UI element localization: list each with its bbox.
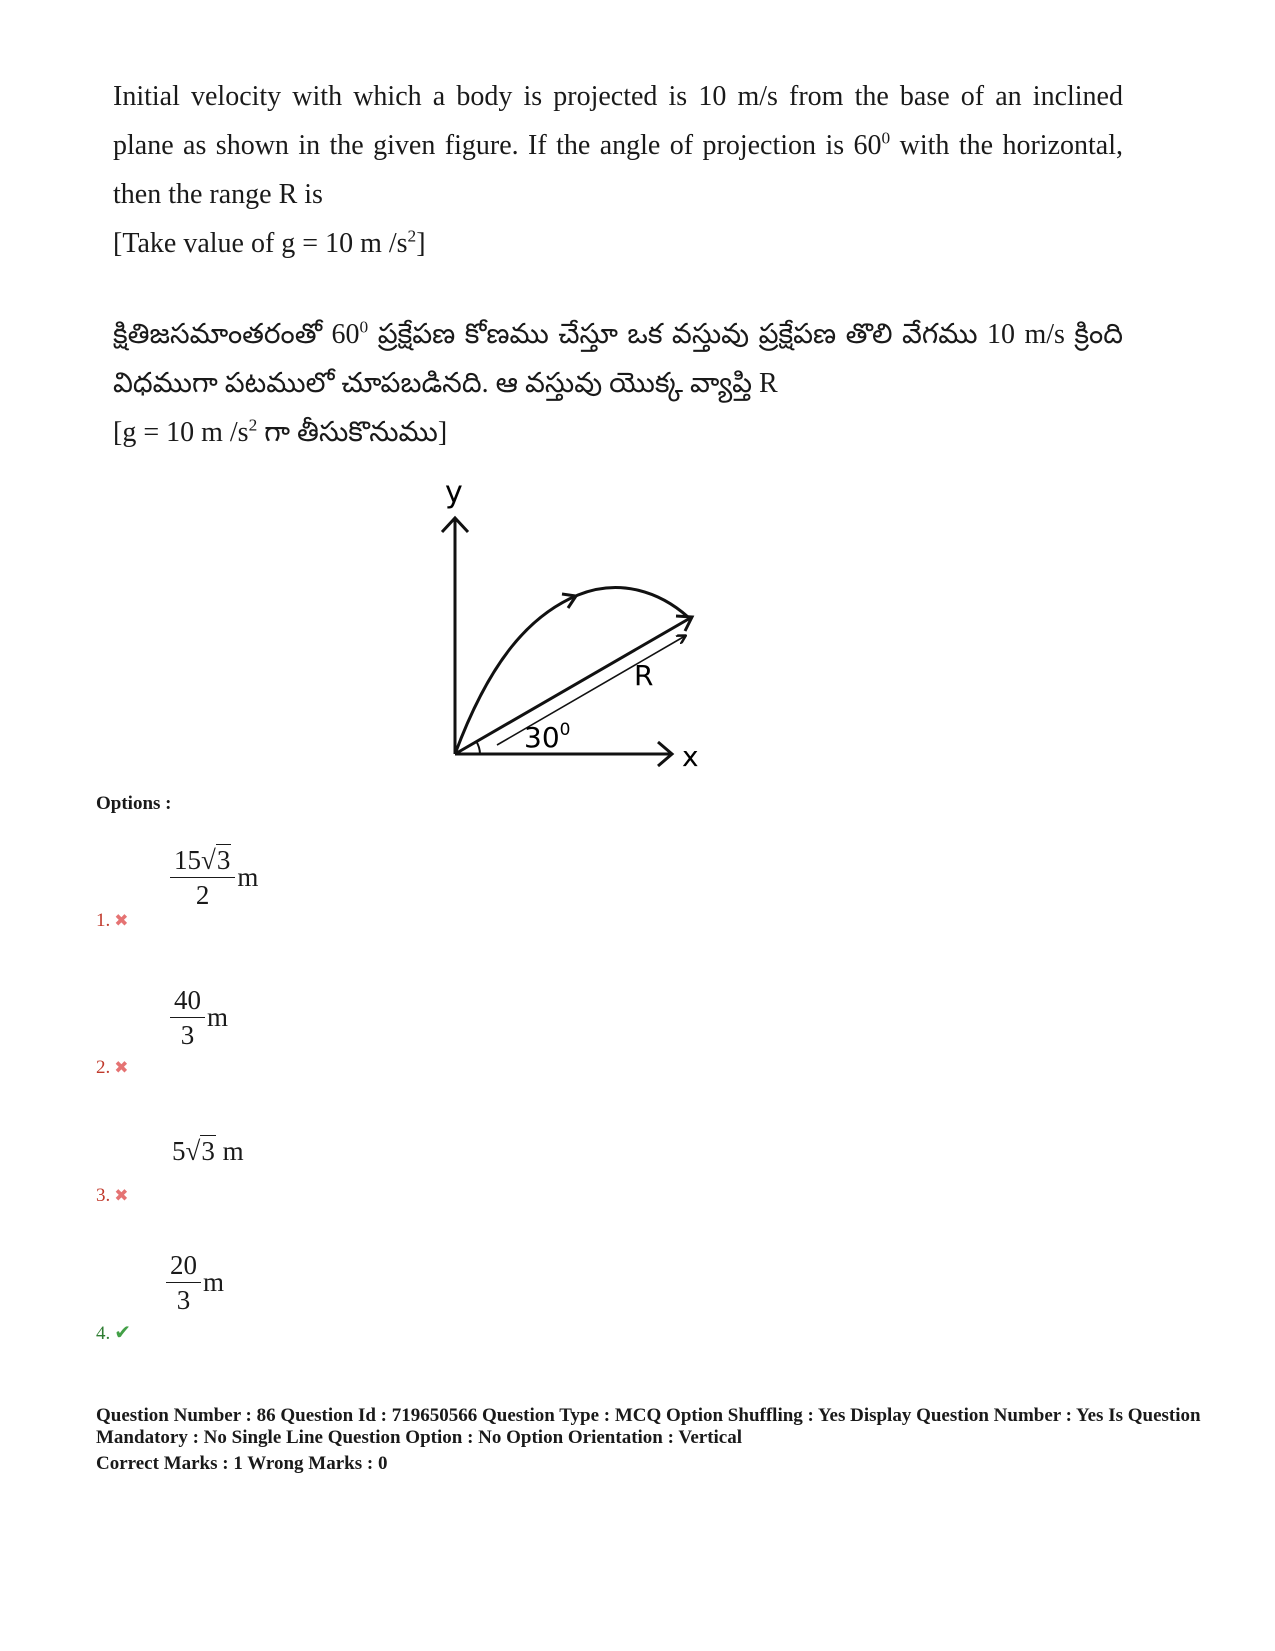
marks-line: Correct Marks : 1 Wrong Marks : 0 [96, 1453, 388, 1474]
question-metadata [96, 1405, 1206, 1475]
range-label: R [634, 659, 654, 692]
angle-label: $30^0$ [524, 720, 571, 754]
option-3-expression: 5√3 m [172, 1136, 244, 1166]
question-note: [Take value of g = 10 m $/s^2$] [113, 226, 426, 259]
cross-icon: ✖ [114, 1058, 129, 1077]
options-label: Options : [96, 793, 172, 814]
angle-arc [476, 741, 480, 754]
option-1-expression: $\frac{15√3}{2}$ m [170, 845, 258, 910]
question-paragraph-telugu: క్షితిజసమాంతరంతో $60^0$ ప్రక్షేపణ కోణము చేస్తూ ఒక వస్తువు ప్రక్షేపణ తొలి వేగము 10 m/s క్రింది విధముగా పటములో చూపబడినది. ఆ వస్తువు యొక్క వ్యాప్తి R [113, 317, 1123, 399]
incline-line [455, 617, 692, 754]
projectile-diagram [420, 470, 730, 780]
cross-icon: ✖ [114, 1186, 129, 1205]
metadata-line: Question Number : 86 Question Id : 719650566 Question Type : MCQ Option Shuffling : Yes Display Question Number : Yes Is Question Mandatory : No Single Line Question Option : No Option Orientation : Vertical [96, 1405, 1201, 1448]
x-axis-label: x [682, 740, 699, 773]
check-icon: ✔ [114, 1322, 132, 1344]
option-2[interactable]: 2. ✖ [96, 1057, 129, 1078]
option-3[interactable]: 3. ✖ [96, 1185, 129, 1206]
question-text-telugu [113, 310, 1123, 457]
option-2-expression: $\frac{40}{3}$ m [170, 985, 228, 1050]
y-axis-label: y [445, 475, 463, 510]
question-paragraph: Initial velocity with which a body is projected is 10 m/s from the base of an inclined plane as shown in the given figure. If the angle of projection is $60^0$ with the horizontal, then the range R is [113, 81, 1123, 210]
option-1[interactable]: 1. ✖ [96, 910, 129, 931]
projectile-figure [420, 470, 730, 785]
cross-icon: ✖ [114, 911, 129, 930]
question-note-telugu: [g = 10 m $/s^2$ గా తీసుకొనుము] [113, 415, 448, 448]
question-text-english [113, 72, 1123, 268]
fraction: $\frac{40}{3}$ [170, 985, 205, 1050]
option-4-expression: $\frac{20}{3}$ m [166, 1250, 224, 1315]
fraction: $\frac{15√3}{2}$ [170, 845, 235, 910]
option-4[interactable]: 4. ✔ [96, 1322, 132, 1344]
fraction: $\frac{20}{3}$ [166, 1250, 201, 1315]
